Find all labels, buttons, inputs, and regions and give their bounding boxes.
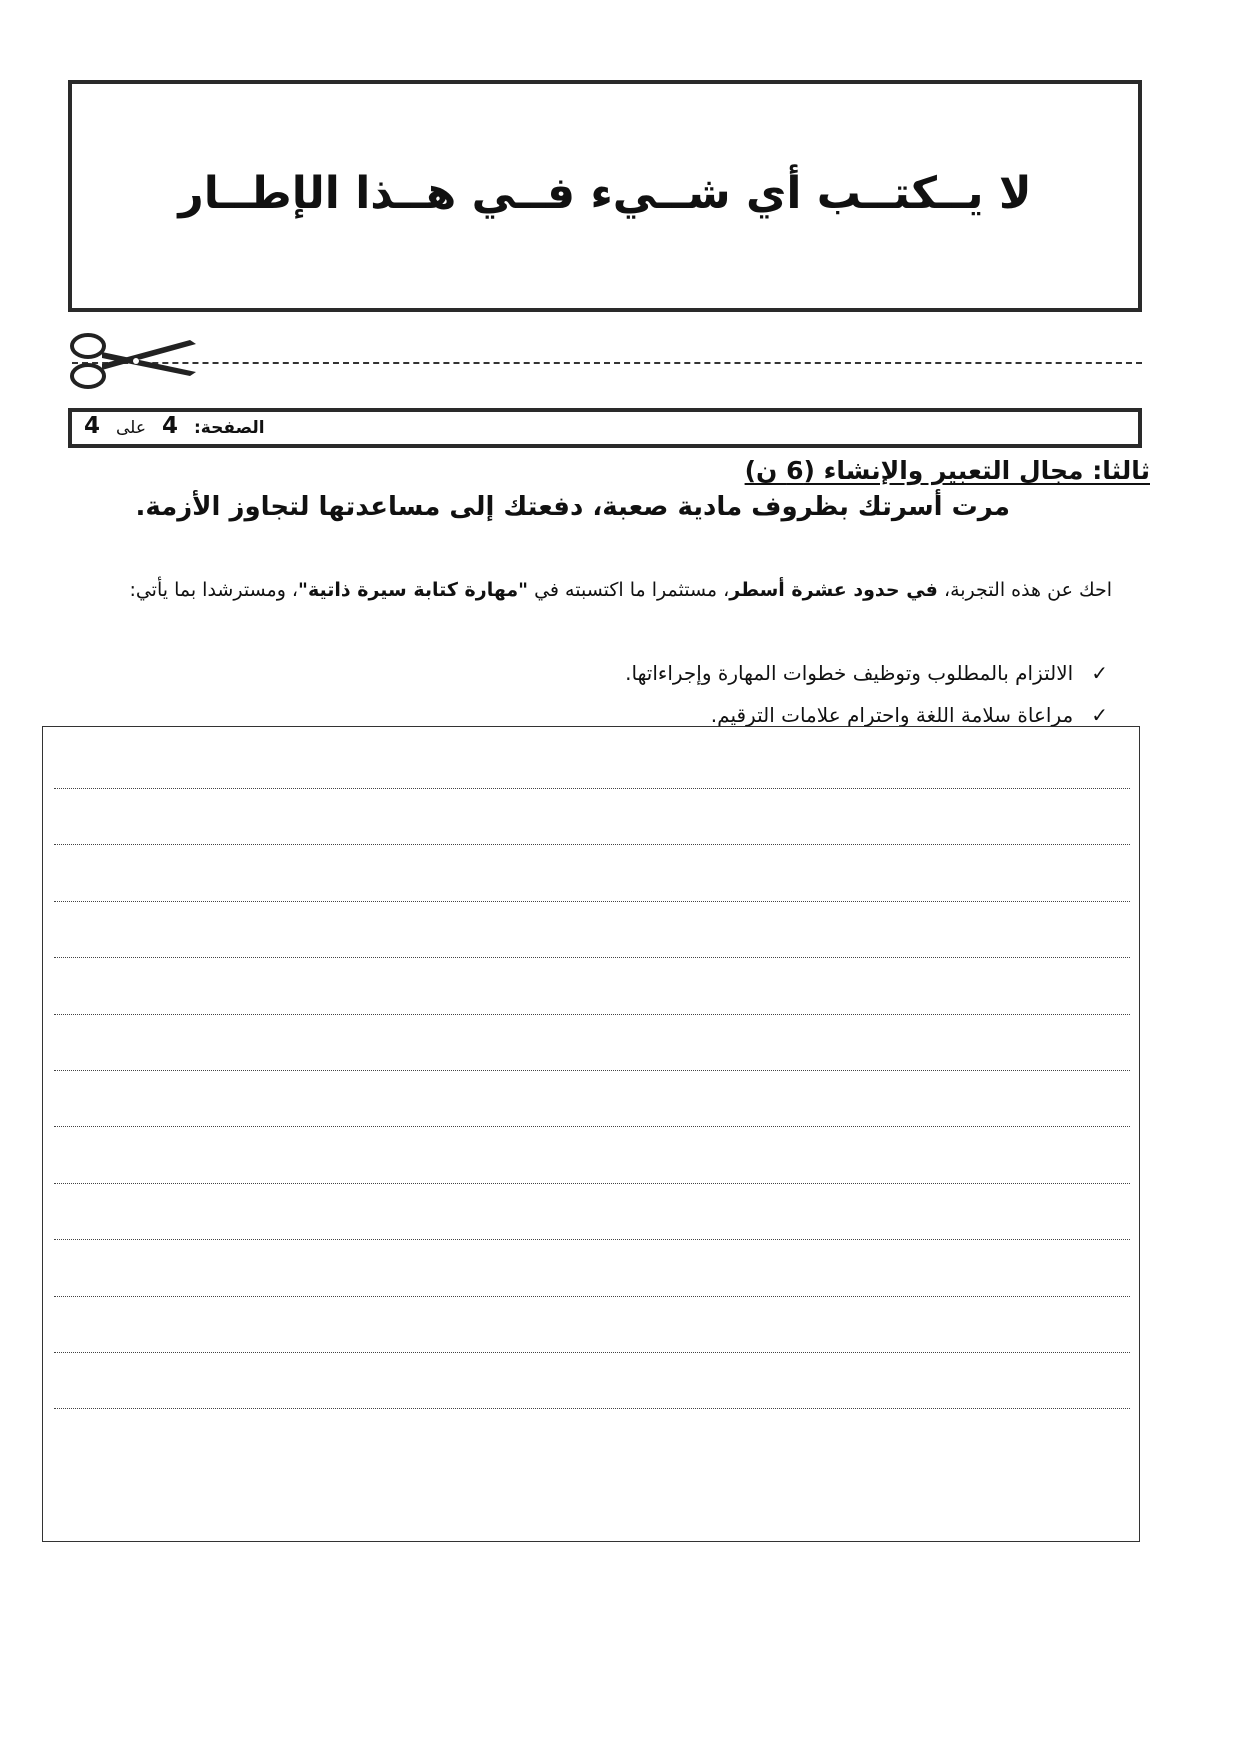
answer-line[interactable] bbox=[54, 957, 1130, 958]
page-label: الصفحة: bbox=[193, 418, 265, 438]
criteria-text: مراعاة سلامة اللغة واحترام علامات الترقيم. bbox=[710, 703, 1074, 727]
page-number-bar bbox=[68, 408, 1142, 448]
answer-line[interactable] bbox=[54, 1352, 1130, 1353]
essay-prompt: مرت أسرتك بظروف مادية صعبة، دفعتك إلى مساعدتها لتجاوز الأزمة. bbox=[135, 492, 1010, 522]
page-current: 4 bbox=[161, 413, 178, 439]
check-icon: ✓ bbox=[1091, 661, 1108, 685]
answer-line[interactable] bbox=[54, 901, 1130, 902]
answer-writing-box[interactable] bbox=[42, 726, 1140, 1542]
instructions-part5: ، ومسترشدا بما يأتي: bbox=[129, 579, 299, 601]
answer-line[interactable] bbox=[54, 1126, 1130, 1127]
answer-line[interactable] bbox=[54, 1014, 1130, 1015]
answer-line[interactable] bbox=[54, 1183, 1130, 1184]
instructions-part3: ، مستثمرا ما اكتسبته في bbox=[528, 579, 730, 601]
criteria-list bbox=[625, 652, 1108, 736]
scissors-icon bbox=[66, 326, 200, 396]
answer-line[interactable] bbox=[54, 1239, 1130, 1240]
criteria-item bbox=[625, 652, 1108, 694]
section-heading: ثالثا: مجال التعبير والإنشاء (6 ن) bbox=[744, 456, 1150, 485]
answer-line[interactable] bbox=[54, 1296, 1130, 1297]
do-not-write-frame bbox=[68, 80, 1142, 312]
page-total: 4 bbox=[84, 413, 101, 439]
answer-line[interactable] bbox=[54, 1070, 1130, 1071]
instructions bbox=[90, 570, 1150, 610]
instructions-limit: في حدود عشرة أسطر bbox=[729, 579, 938, 601]
criteria-text: الالتزام بالمطلوب وتوظيف خطوات المهارة وإجراءاتها. bbox=[625, 661, 1074, 685]
cut-line bbox=[72, 362, 1142, 364]
instructions-part1: احك عن هذه التجربة، bbox=[943, 579, 1112, 601]
answer-line[interactable] bbox=[54, 788, 1130, 789]
do-not-write-text: لا يــكتــب أي شــيء فــي هــذا الإطــار bbox=[178, 168, 1032, 219]
answer-line[interactable] bbox=[54, 1408, 1130, 1409]
answer-line[interactable] bbox=[54, 844, 1130, 845]
page-indicator bbox=[84, 413, 265, 439]
check-icon: ✓ bbox=[1091, 703, 1108, 727]
instructions-skill: "مهارة كتابة سيرة ذاتية" bbox=[298, 579, 529, 601]
page-separator: على bbox=[116, 418, 146, 438]
